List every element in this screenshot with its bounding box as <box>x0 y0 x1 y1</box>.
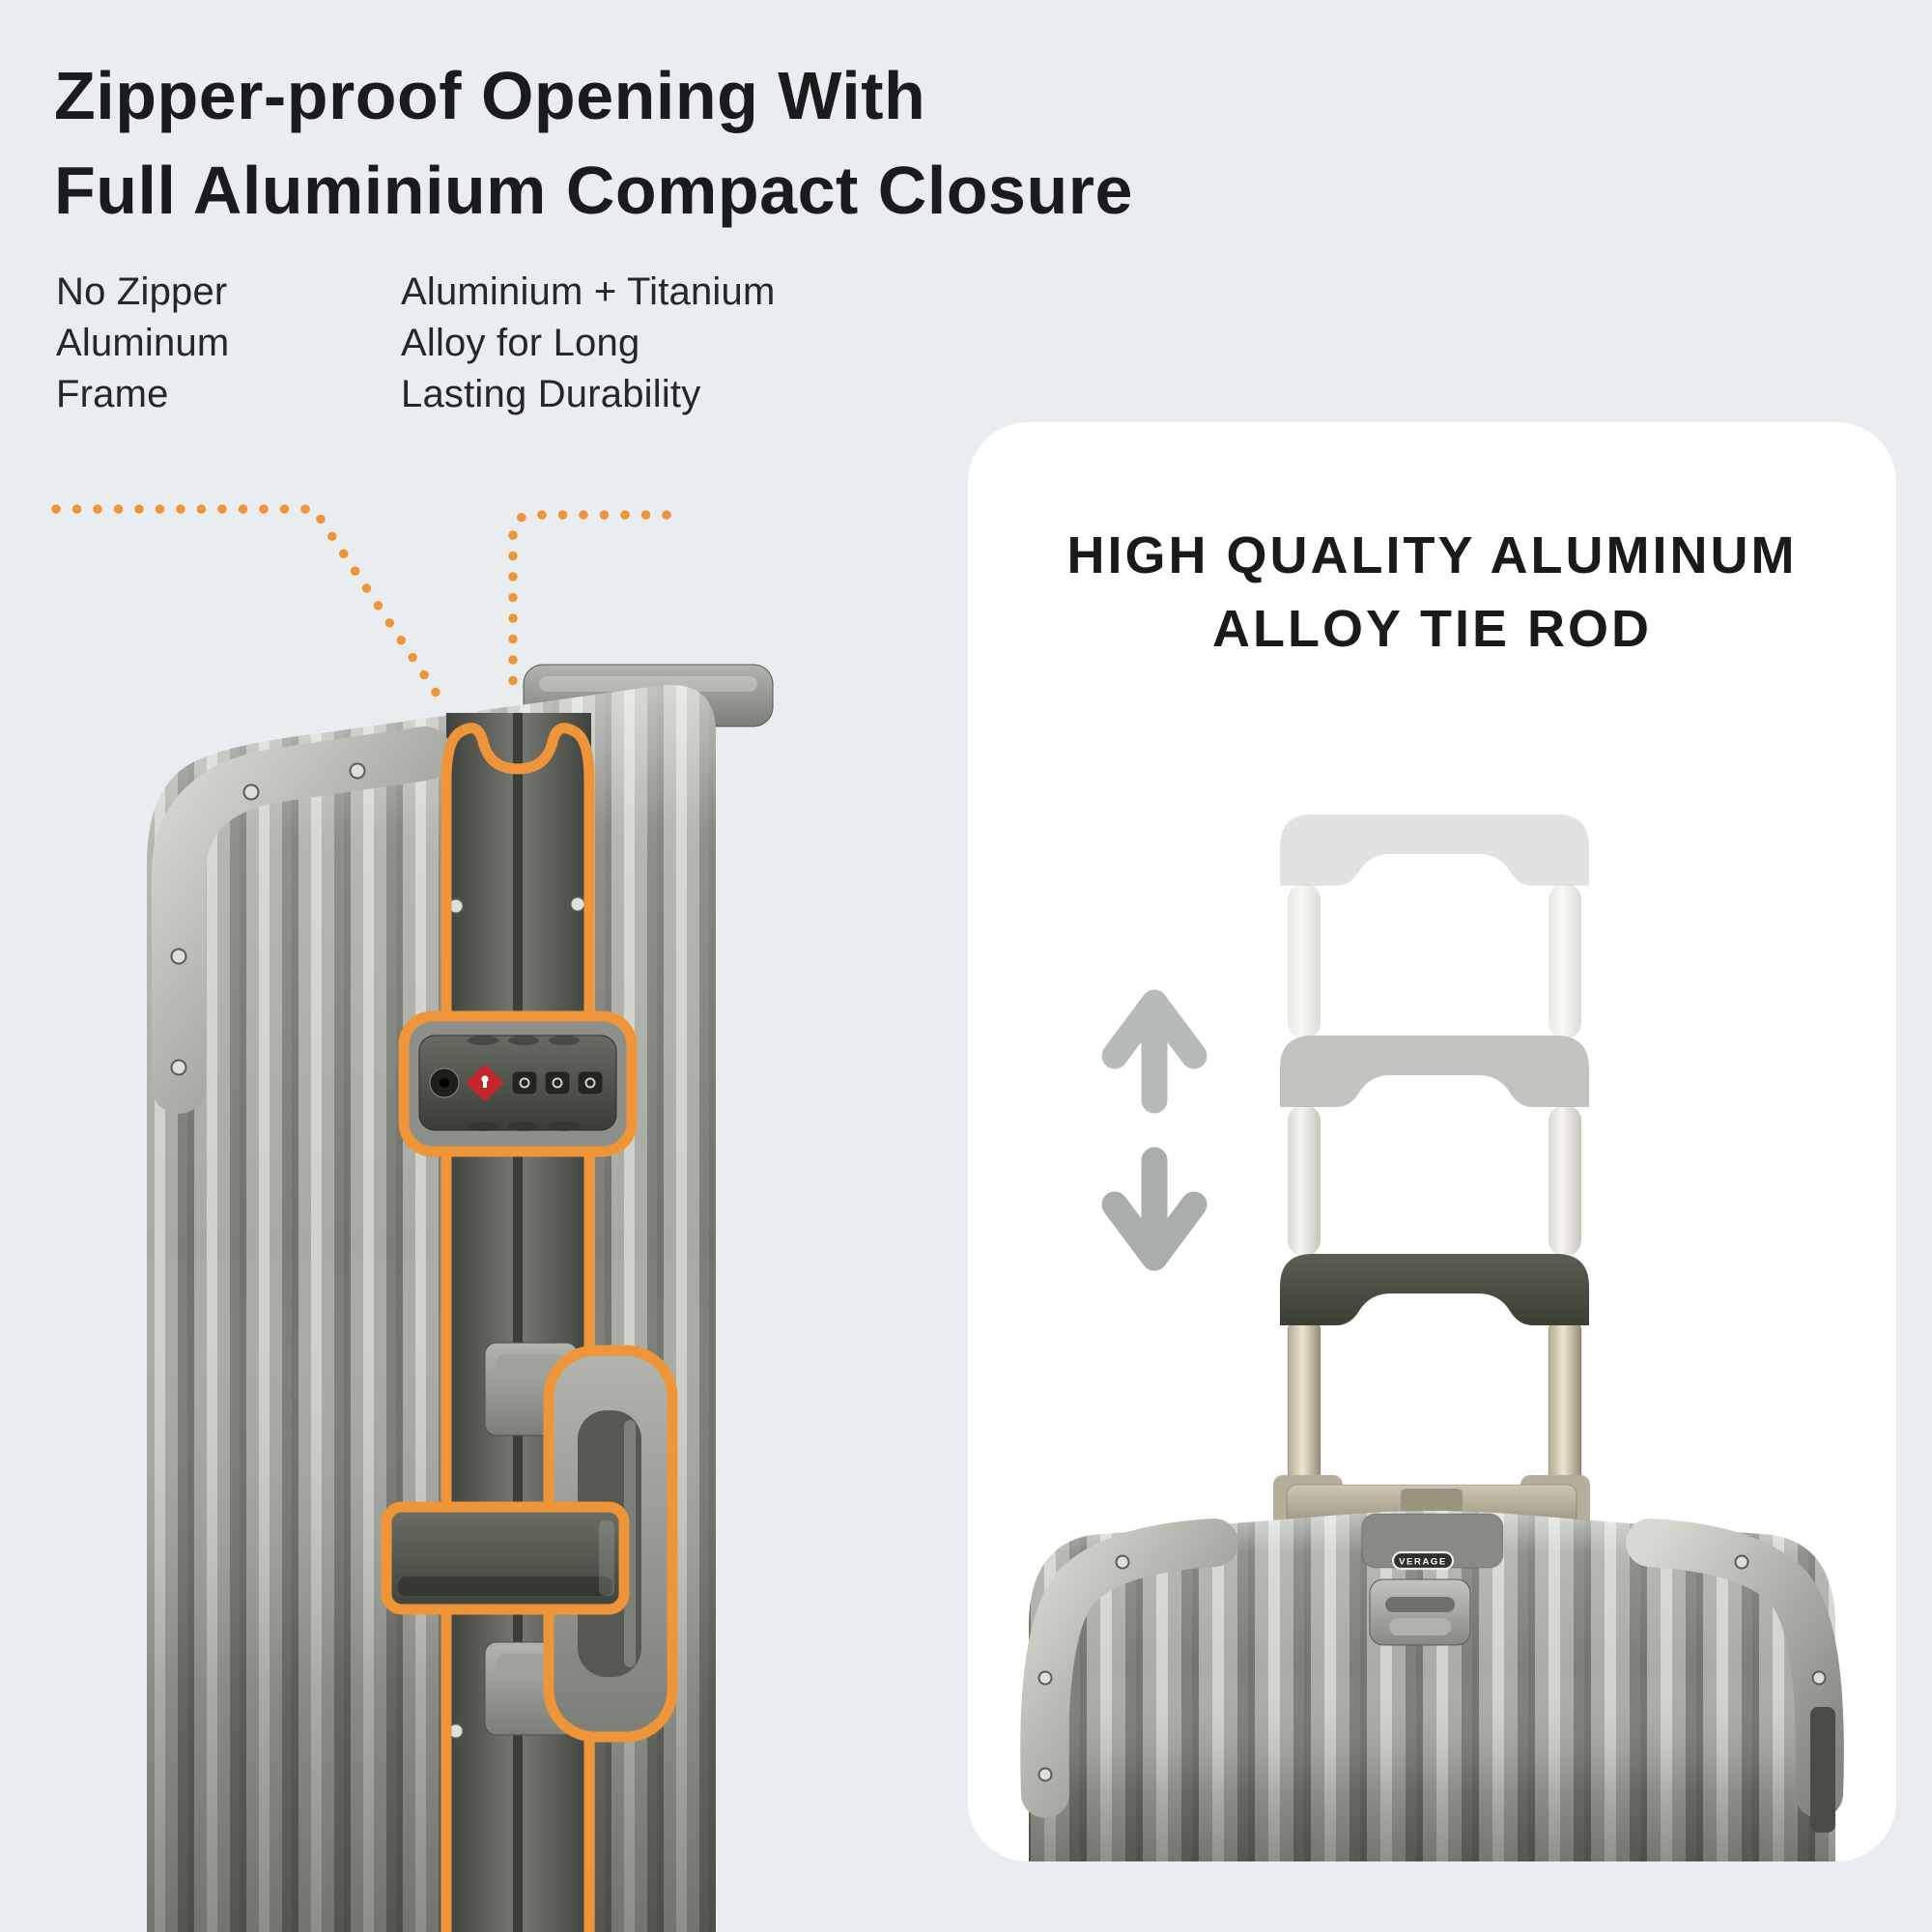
page-title-line2: Full Aluminium Compact Closure <box>54 153 1133 228</box>
suitcase-front-illustration <box>135 541 782 1932</box>
side-lock <box>1810 1707 1835 1833</box>
suitcase-top <box>1029 1511 1835 1861</box>
feature-card <box>968 422 1896 1861</box>
brand-badge-text: VERAGE <box>1399 1556 1447 1568</box>
channel-divider <box>513 713 523 1932</box>
callout-no-zipper-frame <box>56 267 229 420</box>
callout-right-line2: Alloy for Long <box>401 322 640 364</box>
brand-badge <box>1393 1552 1453 1569</box>
handle-position-current <box>1280 1254 1589 1325</box>
callout-left-line2: Aluminum <box>56 322 230 364</box>
card-heading-line1: HIGH QUALITY ALUMINUM <box>1066 526 1798 584</box>
tsa-lock <box>404 1016 632 1151</box>
lock-dials <box>512 1071 603 1094</box>
callout-left-line3: Frame <box>56 373 169 415</box>
telescoping-tubes <box>1288 884 1581 1514</box>
page-title <box>54 48 1133 238</box>
up-arrow-icon <box>1115 1003 1194 1100</box>
handle-position-top-ghost <box>1280 814 1589 886</box>
page-title-line1: Zipper-proof Opening With <box>54 58 926 133</box>
card-heading-line2: ALLOY TIE ROD <box>1211 600 1653 658</box>
tie-rod-illustration <box>968 422 1896 1861</box>
callout-alloy-durability <box>401 267 775 420</box>
down-arrow-icon <box>1115 1160 1194 1258</box>
handle-position-middle-ghost <box>1280 1036 1589 1107</box>
front-latch <box>1370 1579 1470 1645</box>
callout-right-line3: Lasting Durability <box>401 373 701 415</box>
suitcase-body <box>147 685 716 1932</box>
callout-right-line1: Aluminium + Titanium <box>401 270 776 313</box>
callout-left-line1: No Zipper <box>56 270 228 313</box>
